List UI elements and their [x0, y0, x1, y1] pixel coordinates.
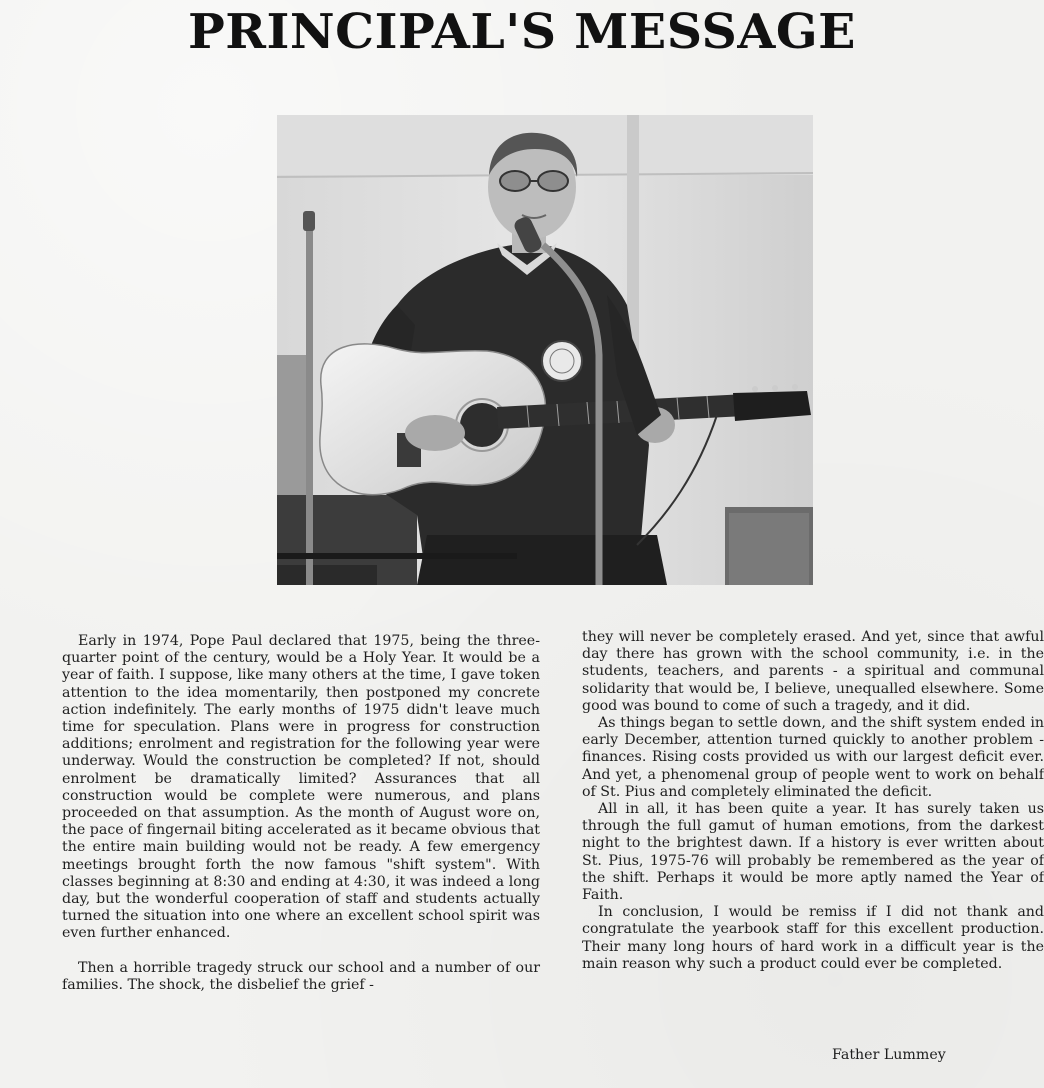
article-left-column: [62, 633, 540, 994]
article-paragraph: they will never be completely erased. And yet, since that awful day there has grown with the school community, i.e. in the students, teachers, and parents - a spiritual and communal solidarity that would be, I believe, unequalled elsewhere. Some good was bound to come of such a tragedy, and it did.: [582, 629, 1044, 714]
page-title: PRINCIPAL'S MESSAGE: [187, 4, 857, 60]
principal-photo: [277, 115, 813, 585]
article-paragraph: Then a horrible tragedy struck our school and a number of our families. The shock, the disbelief the grief -: [62, 959, 540, 993]
signature: Father Lummey: [832, 1047, 946, 1063]
article-paragraph: In conclusion, I would be remiss if I did not thank and congratulate the yearbook staff for this excellent production. Their many long hours of hard work in a difficult year is the main reason why such a product could ever be completed.: [582, 904, 1044, 972]
article-paragraph: All in all, it has been quite a year. It has surely taken us through the full gamut of human emotions, from the darkest night to the brightest dawn. If a history is ever written about St. Pius, 1975-76 will probably be remembered as the year of the shift. Perhaps it would be more aptly named the Year of Faith.: [582, 801, 1044, 904]
article-paragraph: Early in 1974, Pope Paul declared that 1975, being the three-quarter point of the century, would be a Holy Year. It would be a year of faith. I suppose, like many others at the time, I gave token attention to the idea momentarily, then postponed my concrete action indefinitely. The early months of 1975 didn't leave much time for speculation. Plans were in progress for construction additions; enrolment and registration for the following year were underway. Would the construction be completed? If not, should enrolment be dramatically limited? Assurances that all construction would be complete were numerous, and plans proceeded on that assumption. As the month of August wore on, the pace of fingernail biting accelerated as it became obvious that the entire main building would not be ready. A few emergency meetings brought forth the now famous "shift system". With classes beginning at 8:30 and ending at 4:30, it was indeed a long day, but the wonderful cooperation of staff and students actually turned the situation into one where an excellent school spirit was even further enhanced.: [62, 633, 540, 942]
man-playing-guitar-at-microphone-icon: [277, 115, 813, 585]
article-right-column: [582, 629, 1044, 973]
article-paragraph: As things began to settle down, and the shift system ended in early December, attention turned quickly to another problem - finances. Rising costs provided us with our largest deficit ever. And yet, a phenomenal group of people went to work on behalf of St. Pius and completely eliminated the deficit.: [582, 715, 1044, 800]
